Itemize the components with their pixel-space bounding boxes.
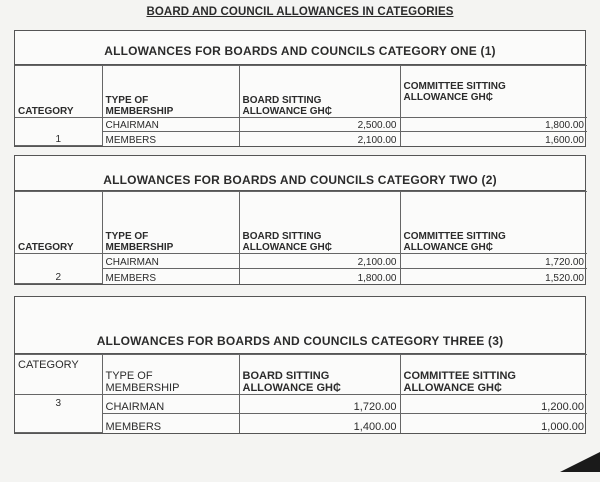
category-three-section [14, 296, 586, 434]
section-title: ALLOWANCES FOR BOARDS AND COUNCILS CATEGORY ONE (1) [15, 31, 585, 65]
committee-allowance-cell: 1,600.00 [400, 132, 587, 146]
page-corner-shadow [560, 452, 600, 472]
membership-cell: MEMBERS [102, 269, 239, 284]
category-two-section [14, 155, 586, 285]
header-category: CATEGORY [15, 192, 102, 254]
committee-allowance-cell: 1,720.00 [400, 254, 587, 269]
board-allowance-cell: 2,100.00 [239, 254, 400, 269]
allowance-table [15, 65, 587, 146]
allowance-table [15, 354, 587, 433]
membership-cell: CHAIRMAN [102, 118, 239, 132]
page-title: BOARD AND COUNCIL ALLOWANCES IN CATEGORIES [146, 6, 454, 18]
committee-allowance-cell: 1,520.00 [400, 269, 587, 284]
header-membership: TYPE OF MEMBERSHIP [102, 355, 239, 395]
allowance-table [15, 191, 587, 284]
board-allowance-cell: 1,400.00 [239, 414, 400, 433]
section-title: ALLOWANCES FOR BOARDS AND COUNCILS CATEGORY TWO (2) [15, 156, 585, 191]
table-row [15, 395, 587, 414]
header-committee-sitting: COMMITTEE SITTING ALLOWANCE GH₵ [400, 192, 587, 254]
category-number: 3 [15, 395, 102, 433]
header-board-sitting: BOARD SITTING ALLOWANCE GH₵ [239, 355, 400, 395]
header-row [15, 192, 587, 254]
header-category: CATEGORY [15, 66, 102, 118]
committee-allowance-cell: 1,200.00 [400, 395, 587, 414]
header-row [15, 355, 587, 395]
table-row [15, 118, 587, 132]
board-allowance-cell: 2,100.00 [239, 132, 400, 146]
membership-cell: MEMBERS [102, 132, 239, 146]
header-committee-sitting: COMMITTEE SITTING ALLOWANCE GH₵ [400, 355, 587, 395]
header-membership: TYPE OF MEMBERSHIP [102, 192, 239, 254]
category-number: 2 [15, 254, 102, 284]
category-one-section [14, 30, 586, 147]
header-board-sitting: BOARD SITTING ALLOWANCE GH₵ [239, 66, 400, 118]
board-allowance-cell: 1,720.00 [239, 395, 400, 414]
committee-allowance-cell: 1,800.00 [400, 118, 587, 132]
membership-cell: MEMBERS [102, 414, 239, 433]
committee-allowance-cell: 1,000.00 [400, 414, 587, 433]
board-allowance-cell: 2,500.00 [239, 118, 400, 132]
board-allowance-cell: 1,800.00 [239, 269, 400, 284]
header-row [15, 66, 587, 118]
membership-cell: CHAIRMAN [102, 254, 239, 269]
category-number: 1 [15, 118, 102, 146]
header-membership: TYPE OF MEMBERSHIP [102, 66, 239, 118]
header-category: CATEGORY [15, 355, 102, 395]
table-row [15, 254, 587, 269]
section-title: ALLOWANCES FOR BOARDS AND COUNCILS CATEGORY THREE (3) [15, 297, 585, 354]
header-committee-sitting: COMMITTEE SITTING ALLOWANCE GH₵ [400, 66, 587, 118]
membership-cell: CHAIRMAN [102, 395, 239, 414]
header-board-sitting: BOARD SITTING ALLOWANCE GH₵ [239, 192, 400, 254]
